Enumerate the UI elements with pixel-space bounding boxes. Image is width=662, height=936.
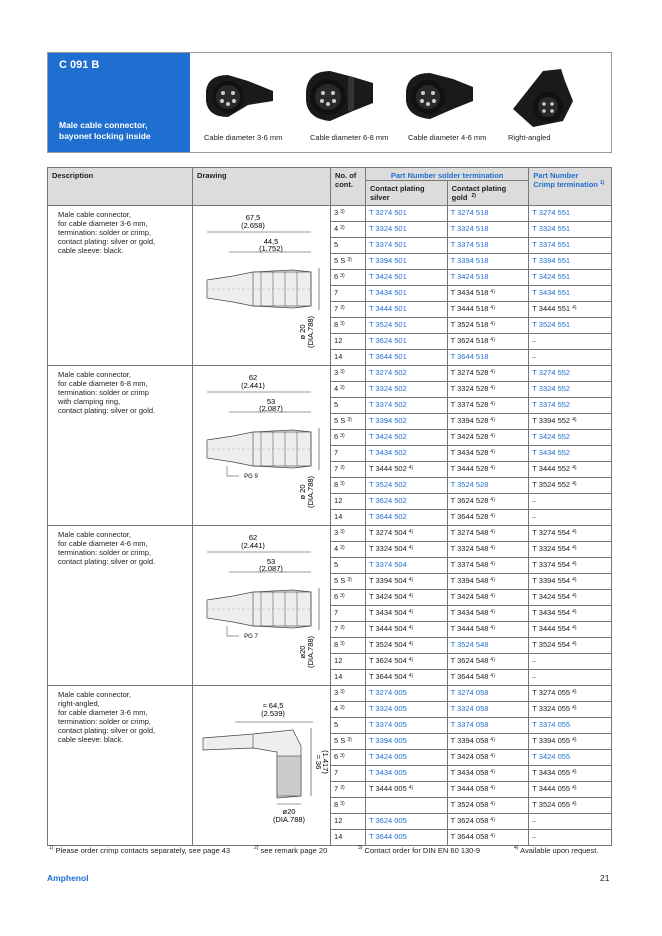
part-number-crimp: T 3324 552 — [529, 382, 612, 398]
product-description: Male cable connector, for cable diameter 4-6 mm, termination: solder or crimp, contact plating: silver or gold. — [48, 526, 193, 686]
part-number-crimp: – — [529, 670, 612, 686]
part-number-crimp: T 3274 551 — [529, 206, 612, 222]
header-crimp: Part Number Crimp termination $^{1)}$ — [529, 168, 612, 206]
part-number-gold: T 3324 548 $^{4)}$ — [447, 542, 529, 558]
part-number-gold: T 3624 518 $^{4)}$ — [447, 334, 529, 350]
contact-count: 7 $^{3)}$ — [331, 622, 366, 638]
contact-count: 3 $^{3)}$ — [331, 686, 366, 702]
product-code: C 091 B — [59, 59, 100, 71]
part-number-crimp: T 3274 554 $^{4)}$ — [529, 526, 612, 542]
part-number-silver: T 3644 501 — [365, 350, 447, 366]
part-number-gold: T 3424 058 $^{4)}$ — [447, 750, 529, 766]
part-number-crimp: T 3434 552 — [529, 446, 612, 462]
pg-label: PG 7 — [244, 634, 258, 640]
part-number-silver: T 3444 502 $^{4)}$ — [365, 462, 447, 478]
part-number-gold: T 3374 058 — [447, 718, 529, 734]
part-number-crimp: T 3424 554 $^{4)}$ — [529, 590, 612, 606]
part-number-gold: T 3324 058 — [447, 702, 529, 718]
connector-drawing — [193, 526, 330, 682]
part-number-crimp: T 3394 551 — [529, 254, 612, 270]
contact-count: 5 S $^{3)}$ — [331, 734, 366, 750]
dim-label: 67,5 — [245, 213, 261, 222]
part-number-silver: T 3274 005 — [365, 686, 447, 702]
part-number-gold: T 3524 058 $^{4)}$ — [447, 798, 529, 814]
part-number-gold: T 3644 528 $^{4)}$ — [447, 510, 529, 526]
part-number-gold: T 3444 058 $^{4)}$ — [447, 782, 529, 798]
part-number-silver: T 3434 502 — [365, 446, 447, 462]
contact-count: 3 $^{3)}$ — [331, 206, 366, 222]
part-number-crimp: – — [529, 334, 612, 350]
dim-label: (DIA.788) — [306, 475, 316, 509]
header-description: Description — [48, 168, 193, 206]
part-number-silver: T 3424 005 — [365, 750, 447, 766]
part-number-crimp: T 3444 552 $^{4)}$ — [529, 462, 612, 478]
part-number-silver: T 3324 502 — [365, 382, 447, 398]
contact-count: 7 $^{3)}$ — [331, 782, 366, 798]
contact-count: 8 $^{3)}$ — [331, 318, 366, 334]
dim-label: 62 — [248, 533, 258, 542]
part-number-silver: T 3424 501 — [365, 270, 447, 286]
caption-6-8mm: Cable diameter 6-8 mm — [310, 133, 389, 142]
connector-drawing — [193, 206, 330, 362]
contact-count: 7 — [331, 606, 366, 622]
dim-label: ø20 — [282, 807, 296, 816]
part-number-crimp: – — [529, 814, 612, 830]
part-number-crimp: T 3524 554 $^{4)}$ — [529, 638, 612, 654]
contact-count: 14 — [331, 350, 366, 366]
part-number-gold: T 3524 528 — [447, 478, 529, 494]
part-number-silver: T 3524 502 — [365, 478, 447, 494]
dim-label: (DIA.788) — [306, 635, 316, 669]
part-number-silver: T 3394 005 — [365, 734, 447, 750]
header-drawing: Drawing — [193, 168, 331, 206]
drawing-cell — [193, 686, 331, 846]
table-row — [48, 526, 612, 542]
part-number-gold: T 3644 518 — [447, 350, 529, 366]
dim-label: (2.441) — [241, 541, 265, 550]
part-number-gold: T 3434 058 $^{4)}$ — [447, 766, 529, 782]
footnote-3: $^{3)}$ Contact order for DIN EN 60 130-9 — [358, 845, 481, 855]
part-number-silver: T 3424 504 $^{4)}$ — [365, 590, 447, 606]
dim-label: (1.417) — [321, 750, 331, 774]
dim-label: 53 — [266, 557, 276, 566]
dim-label: ø20 — [298, 645, 308, 659]
contact-count: 12 — [331, 334, 366, 350]
part-number-gold: T 3394 528 $^{4)}$ — [447, 414, 529, 430]
part-number-gold: T 3374 518 — [447, 238, 529, 254]
contact-count: 5 — [331, 398, 366, 414]
header-gold: Contact plating gold $^{2)}$ — [447, 181, 529, 206]
part-number-silver: T 3624 501 — [365, 334, 447, 350]
part-number-gold: T 3274 548 $^{4)}$ — [447, 526, 529, 542]
contact-count: 7 — [331, 766, 366, 782]
part-number-silver: T 3524 504 $^{4)}$ — [365, 638, 447, 654]
part-number-crimp: T 3324 551 — [529, 222, 612, 238]
header-contacts: No. of cont. — [331, 168, 366, 206]
contact-count: 6 $^{3)}$ — [331, 270, 366, 286]
part-number-crimp: T 3374 554 $^{4)}$ — [529, 558, 612, 574]
part-number-silver: T 3324 005 — [365, 702, 447, 718]
part-number-silver: T 3374 504 — [365, 558, 447, 574]
part-number-gold: T 3444 518 $^{4)}$ — [447, 302, 529, 318]
part-number-crimp: – — [529, 830, 612, 846]
part-number-silver: T 3374 005 — [365, 718, 447, 734]
part-number-crimp: – — [529, 654, 612, 670]
part-number-silver: T 3394 504 $^{4)}$ — [365, 574, 447, 590]
contact-count: 5 — [331, 238, 366, 254]
contact-count: 14 — [331, 510, 366, 526]
part-number-gold: T 3374 528 $^{4)}$ — [447, 398, 529, 414]
part-number-crimp: – — [529, 494, 612, 510]
contact-count: 6 $^{3)}$ — [331, 590, 366, 606]
part-number-silver: T 3394 501 — [365, 254, 447, 270]
dim-label: ≈ 36 — [314, 754, 324, 770]
part-number-crimp: T 3394 554 $^{4)}$ — [529, 574, 612, 590]
part-number-silver: T 3434 005 — [365, 766, 447, 782]
connector-photo-4-6mm — [398, 61, 478, 133]
contact-count: 12 — [331, 494, 366, 510]
table-row — [48, 686, 612, 702]
contact-count: 7 $^{3)}$ — [331, 462, 366, 478]
caption-right-angled: Right-angled — [508, 133, 551, 142]
contact-count: 4 $^{3)}$ — [331, 542, 366, 558]
part-number-gold: T 3374 548 $^{4)}$ — [447, 558, 529, 574]
part-number-silver: T 3324 501 — [365, 222, 447, 238]
part-number-crimp: T 3434 551 — [529, 286, 612, 302]
part-number-gold: T 3424 528 $^{4)}$ — [447, 430, 529, 446]
part-number-silver: T 3624 504 $^{4)}$ — [365, 654, 447, 670]
part-number-silver — [365, 798, 447, 814]
part-number-silver: T 3444 005 $^{4)}$ — [365, 782, 447, 798]
caption-4-6mm: Cable diameter 4-6 mm — [408, 133, 487, 142]
dim-label: (2.658) — [241, 221, 265, 230]
part-number-gold: T 3324 518 — [447, 222, 529, 238]
footnote-1: $^{1)}$ Please order crimp contacts separately, see page 43 — [49, 845, 231, 855]
part-number-crimp: T 3444 551 $^{4)}$ — [529, 302, 612, 318]
contact-count: 6 $^{3)}$ — [331, 750, 366, 766]
dim-label: ø 20 — [298, 484, 308, 500]
part-number-silver: T 3274 504 $^{4)}$ — [365, 526, 447, 542]
dim-label: (2.539) — [261, 709, 285, 718]
contact-count: 7 — [331, 286, 366, 302]
dim-label: (2.441) — [241, 381, 265, 390]
part-number-gold: T 3434 528 $^{4)}$ — [447, 446, 529, 462]
part-number-silver: T 3434 501 — [365, 286, 447, 302]
part-number-silver: T 3274 501 — [365, 206, 447, 222]
part-number-crimp: T 3374 055 — [529, 718, 612, 734]
part-number-crimp: – — [529, 510, 612, 526]
page-number: 21 — [600, 873, 610, 883]
contact-count: 12 — [331, 654, 366, 670]
part-number-gold: T 3624 548 $^{4)}$ — [447, 654, 529, 670]
dim-label: 44,5 — [263, 237, 279, 246]
contact-count: 12 — [331, 814, 366, 830]
contact-count: 8 $^{3)}$ — [331, 798, 366, 814]
contact-count: 5 S $^{3)}$ — [331, 254, 366, 270]
part-number-gold: T 3644 548 $^{4)}$ — [447, 670, 529, 686]
part-number-gold: T 3524 548 — [447, 638, 529, 654]
pg-label: PG 9 — [244, 474, 258, 480]
footnote-4: $^{4)}$ Available upon request. — [514, 845, 599, 855]
contact-count: 5 S $^{3)}$ — [331, 414, 366, 430]
part-number-crimp: T 3524 055 $^{4)}$ — [529, 798, 612, 814]
part-number-crimp: T 3524 551 — [529, 318, 612, 334]
dim-label: (DIA.788) — [272, 815, 306, 824]
dim-label: (2.087) — [259, 404, 283, 413]
contact-count: 14 — [331, 830, 366, 846]
contact-count: 3 $^{3)}$ — [331, 526, 366, 542]
part-number-crimp: T 3434 554 $^{4)}$ — [529, 606, 612, 622]
part-number-silver: T 3644 504 $^{4)}$ — [365, 670, 447, 686]
brand-logo-text: Amphenol — [47, 873, 89, 883]
part-number-silver: T 3444 504 $^{4)}$ — [365, 622, 447, 638]
drawing-cell — [193, 206, 331, 366]
part-number-crimp: T 3434 055 $^{4)}$ — [529, 766, 612, 782]
connector-photo-3-6mm — [198, 61, 278, 133]
part-number-gold: T 3434 548 $^{4)}$ — [447, 606, 529, 622]
dim-label: (DIA.788) — [306, 315, 316, 349]
part-number-silver: T 3324 504 $^{4)}$ — [365, 542, 447, 558]
part-number-silver: T 3374 502 — [365, 398, 447, 414]
part-number-silver: T 3644 005 — [365, 830, 447, 846]
part-number-crimp: – — [529, 350, 612, 366]
product-title: Male cable connector, bayonet locking inside — [59, 120, 151, 141]
part-number-gold: T 3394 058 $^{4)}$ — [447, 734, 529, 750]
part-number-gold: T 3644 058 $^{4)}$ — [447, 830, 529, 846]
part-number-silver: T 3524 501 — [365, 318, 447, 334]
contact-count: 4 $^{3)}$ — [331, 222, 366, 238]
part-number-silver: T 3624 005 — [365, 814, 447, 830]
table-row — [48, 366, 612, 382]
connector-photo-6-8mm — [298, 61, 378, 133]
part-number-gold: T 3274 518 — [447, 206, 529, 222]
dim-label: ø 20 — [298, 324, 308, 340]
footnote-2: $^{2)}$ see remark page 20 — [254, 845, 328, 855]
part-number-crimp: T 3374 551 — [529, 238, 612, 254]
part-number-silver: T 3374 501 — [365, 238, 447, 254]
part-number-crimp: T 3274 552 — [529, 366, 612, 382]
part-number-gold: T 3424 548 $^{4)}$ — [447, 590, 529, 606]
product-title-box — [48, 53, 190, 152]
part-number-gold: T 3444 528 $^{4)}$ — [447, 462, 529, 478]
contact-count: 4 $^{3)}$ — [331, 702, 366, 718]
dim-label: (1.752) — [259, 244, 283, 253]
contact-count: 5 S $^{3)}$ — [331, 574, 366, 590]
header-silver: Contact plating silver — [365, 181, 447, 206]
part-number-crimp: T 3394 055 $^{4)}$ — [529, 734, 612, 750]
part-number-silver: T 3274 502 — [365, 366, 447, 382]
part-number-crimp: T 3324 554 $^{4)}$ — [529, 542, 612, 558]
part-number-crimp: T 3394 552 $^{4)}$ — [529, 414, 612, 430]
part-number-crimp: T 3424 552 — [529, 430, 612, 446]
product-description: Male cable connector, for cable diameter 6-8 mm, termination: solder or crimp with clamping ring, contact plating: silver or gold. — [48, 366, 193, 526]
drawing-cell — [193, 526, 331, 686]
connector-drawing — [193, 366, 330, 522]
contact-count: 4 $^{3)}$ — [331, 382, 366, 398]
part-number-gold: T 3324 528 $^{4)}$ — [447, 382, 529, 398]
part-number-crimp: T 3424 551 — [529, 270, 612, 286]
contact-count: 6 $^{3)}$ — [331, 430, 366, 446]
contact-count: 5 — [331, 718, 366, 734]
part-number-silver: T 3444 501 — [365, 302, 447, 318]
table-row — [48, 206, 612, 222]
part-number-gold: T 3624 058 $^{4)}$ — [447, 814, 529, 830]
dim-label: ≈ 64,5 — [262, 701, 284, 710]
contact-count: 7 $^{3)}$ — [331, 302, 366, 318]
part-number-crimp: T 3444 554 $^{4)}$ — [529, 622, 612, 638]
header-solder: Part Number solder termination — [365, 168, 528, 181]
part-number-gold: T 3274 058 — [447, 686, 529, 702]
part-number-silver: T 3394 502 — [365, 414, 447, 430]
part-number-gold: T 3274 528 $^{4)}$ — [447, 366, 529, 382]
dim-label: (2.087) — [259, 564, 283, 573]
connector-photo-right-angled — [503, 61, 583, 133]
part-number-silver: T 3434 504 $^{4)}$ — [365, 606, 447, 622]
product-header — [47, 52, 612, 153]
part-number-gold: T 3624 528 $^{4)}$ — [447, 494, 529, 510]
caption-3-6mm: Cable diameter 3-6 mm — [204, 133, 283, 142]
part-number-table — [47, 167, 612, 846]
part-number-gold: T 3434 518 $^{4)}$ — [447, 286, 529, 302]
part-number-silver: T 3644 502 — [365, 510, 447, 526]
product-description: Male cable connector, for cable diameter 3-6 mm, termination: solder or crimp, contact plating: silver or gold, cable sleeve: black. — [48, 206, 193, 366]
part-number-crimp: T 3524 552 $^{4)}$ — [529, 478, 612, 494]
contact-count: 14 — [331, 670, 366, 686]
part-number-crimp: T 3424 055 — [529, 750, 612, 766]
dim-label: 53 — [266, 397, 276, 406]
part-number-crimp: T 3274 055 $^{4)}$ — [529, 686, 612, 702]
contact-count: 8 $^{3)}$ — [331, 638, 366, 654]
part-number-silver: T 3624 502 — [365, 494, 447, 510]
contact-count: 7 — [331, 446, 366, 462]
part-number-crimp: T 3374 552 — [529, 398, 612, 414]
contact-count: 5 — [331, 558, 366, 574]
part-number-gold: T 3394 548 $^{4)}$ — [447, 574, 529, 590]
part-number-silver: T 3424 502 — [365, 430, 447, 446]
part-number-gold: T 3424 518 — [447, 270, 529, 286]
part-number-crimp: T 3444 055 $^{4)}$ — [529, 782, 612, 798]
contact-count: 3 $^{3)}$ — [331, 366, 366, 382]
part-number-gold: T 3524 518 $^{4)}$ — [447, 318, 529, 334]
contact-count: 8 $^{3)}$ — [331, 478, 366, 494]
part-number-gold: T 3444 548 $^{4)}$ — [447, 622, 529, 638]
part-number-gold: T 3394 518 — [447, 254, 529, 270]
part-number-crimp: T 3324 055 $^{4)}$ — [529, 702, 612, 718]
connector-drawing — [193, 686, 330, 842]
dim-label: 62 — [248, 373, 258, 382]
product-description: Male cable connector, right-angled, for cable diameter 3-6 mm, termination: solder or crimp, contact plating: silver or gold, cable sleeve: black. — [48, 686, 193, 846]
drawing-cell — [193, 366, 331, 526]
